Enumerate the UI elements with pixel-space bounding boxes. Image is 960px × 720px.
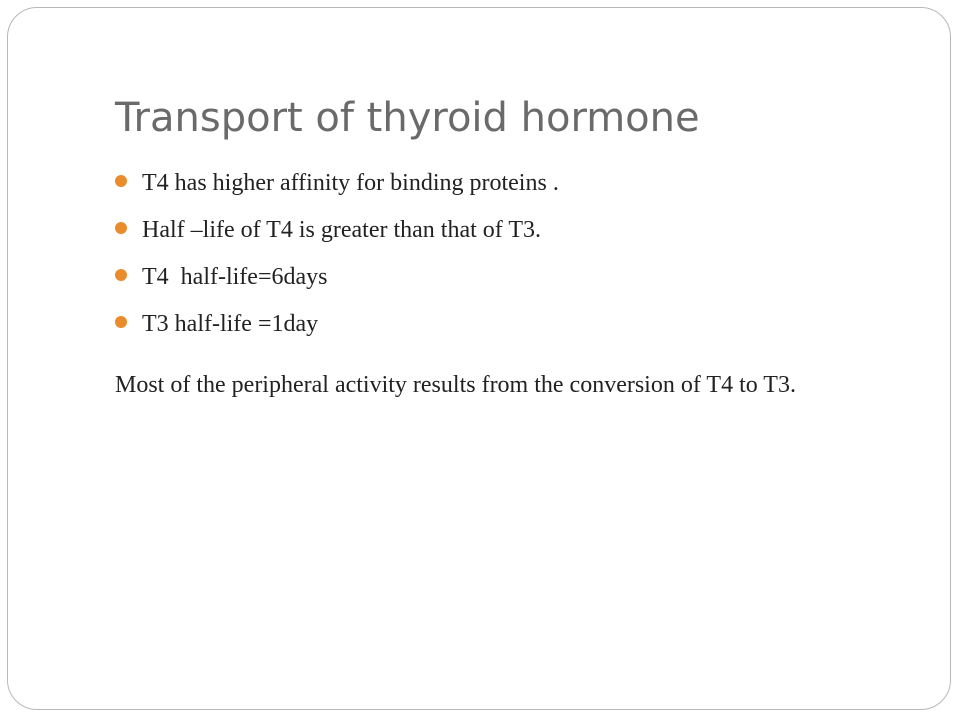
bullet-dot-icon xyxy=(115,316,127,328)
bullet-item xyxy=(115,304,559,351)
bullet-text: T4 half-life=6days xyxy=(142,264,328,290)
bullet-list xyxy=(115,163,559,351)
bullet-dot-icon xyxy=(115,175,127,187)
bullet-text: T3 half-life =1day xyxy=(142,311,319,337)
body-paragraph: Most of the peripheral activity results from the conversion of T4 to T3. xyxy=(115,372,796,398)
bullet-item xyxy=(115,257,559,304)
slide-title: Transport of thyroid hormone xyxy=(115,95,700,141)
bullet-item xyxy=(115,163,559,210)
bullet-text: T4 has higher affinity for binding proteins . xyxy=(142,170,559,196)
bullet-item xyxy=(115,210,559,257)
slide-frame xyxy=(7,7,951,710)
bullet-dot-icon xyxy=(115,222,127,234)
bullet-dot-icon xyxy=(115,269,127,281)
bullet-text: Half –life of T4 is greater than that of T3. xyxy=(142,217,541,243)
